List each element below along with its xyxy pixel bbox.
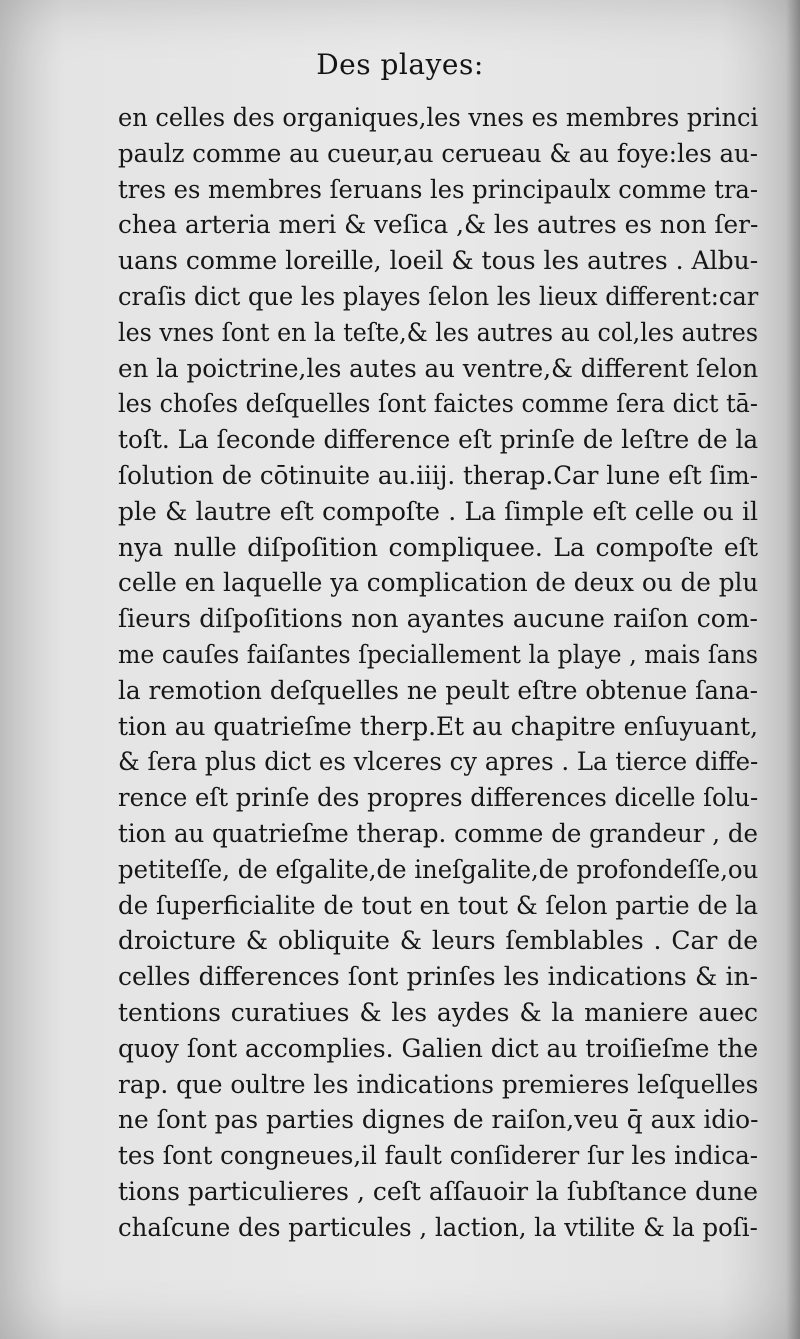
text-line: en celles des organiques,les vnes es membres princi bbox=[118, 103, 759, 132]
text-line: tions particulieres , ceſt aſſauoir la ſubſtance dune bbox=[118, 1176, 758, 1206]
text-line: rence eſt prinſe des propres differences dicelle ſolu- bbox=[118, 783, 759, 813]
text-line: tentions curatiues & les aydes & la maniere auec bbox=[118, 997, 758, 1027]
text-line: celles differences ſont prinſes les indications & in- bbox=[118, 962, 758, 992]
text-line: de ſuperficialite de tout en tout & ſelon partie de la bbox=[118, 890, 758, 920]
text-line: & ſera plus dict es vlceres cy apres . La tierce diffe- bbox=[118, 747, 759, 777]
text-line: chea arteria meri & veſica ,& les autres es non ſer- bbox=[118, 210, 759, 240]
text-line: ple & lautre eſt compoſte . La ſimple eſt celle ou il bbox=[118, 496, 758, 526]
text-line: quoy ſont accomplies. Galien dict au troiſieſme the bbox=[118, 1033, 759, 1063]
text-line: ne ſont pas parties dignes de raiſon,veu q̄ aux idio- bbox=[118, 1105, 759, 1135]
text-line: la remotion deſquelles ne peult eſtre obtenue ſana- bbox=[118, 675, 758, 705]
body-text bbox=[118, 100, 758, 1246]
running-head: Des playes: bbox=[316, 48, 484, 81]
text-line: celle en laquelle ya complication de deux ou de plu bbox=[118, 568, 759, 598]
text-line: tres es membres ſeruans les principaulx comme tra- bbox=[118, 174, 758, 204]
text-line: nya nulle diſpoſition compliquee. La compoſte eſt bbox=[118, 532, 758, 562]
text-line: me cauſes faiſantes ſpeciallement la playe , mais ſans bbox=[118, 639, 758, 669]
text-line: tes ſont congneues,il fault conſiderer ſur les indica- bbox=[118, 1141, 759, 1171]
text-line: petiteſſe, de eſgalite,de ineſgalite,de profondeſſe,ou bbox=[118, 854, 759, 884]
text-line: en la poictrine,les autes au ventre,& different ſelon bbox=[118, 353, 759, 383]
text-line: les vnes ſont en la teſte,& les autres au col,les autres bbox=[118, 317, 758, 347]
text-line: rap. que oultre les indications premieres leſquelles bbox=[118, 1069, 759, 1099]
text-line: craſis dict que les playes ſelon les lieux different:car bbox=[118, 281, 759, 311]
text-line: ſolution de cōtinuite au.iiij. therap.Car lune eſt ſim- bbox=[118, 460, 759, 490]
text-line: paulz comme au cueur,au cerueau & au foye:les au- bbox=[118, 138, 758, 168]
text-line: chaſcune des particules , laction, la vtilite & la poſi- bbox=[118, 1212, 758, 1242]
text-line: tion au quatrieſme therp.Et au chapitre enſuyuant, bbox=[118, 711, 758, 741]
text-line: droicture & obliquite & leurs ſemblables . Car de bbox=[118, 926, 758, 956]
text-line: uans comme loreille, loeil & tous les autres . Albu- bbox=[118, 246, 759, 276]
text-line: tion au quatrieſme therap. comme de grandeur , de bbox=[118, 818, 758, 848]
text-line: toſt. La ſeconde difference eſt prinſe de leſtre de la bbox=[118, 425, 759, 455]
text-line: ſieurs diſpoſitions non ayantes aucune raiſon com- bbox=[118, 604, 758, 634]
text-line: les choſes deſquelles ſont faictes comme ſera dict tā- bbox=[118, 389, 758, 419]
